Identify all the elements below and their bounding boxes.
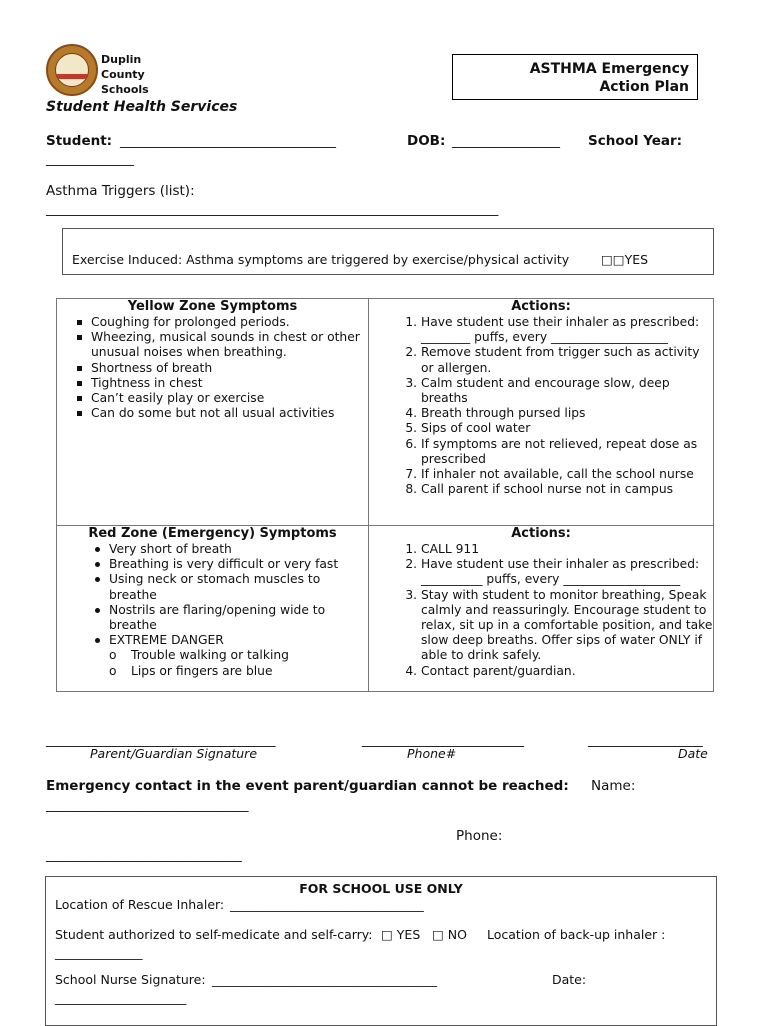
nurse-date-label: Date: [552, 972, 587, 987]
date-signature-label: Date [678, 746, 708, 761]
list-item: Can’t easily play or exercise [91, 391, 368, 406]
school-year-field[interactable]: _____________ [46, 151, 134, 167]
list-item: 2. Remove student from trigger such as activity or allergen. [421, 345, 713, 375]
list-item: 1. Have student use their inhaler as prescribed: ________ puffs, every ___________________ [421, 315, 713, 345]
red-zone-heading: Red Zone (Emergency) Symptoms [88, 526, 337, 541]
list-item: o Trouble walking or talking [131, 648, 368, 663]
yellow-zone-heading: Yellow Zone Symptoms [127, 299, 298, 314]
emergency-phone-field[interactable]: _____________________________ [46, 847, 242, 863]
yellow-symptoms-cell [57, 299, 369, 526]
zone-table [56, 298, 714, 692]
yellow-actions-heading: Actions: [511, 299, 571, 314]
list-item: 8. Call parent if school nurse not in campus [421, 482, 713, 497]
emergency-contact-label: Emergency contact in the event parent/guardian cannot be reached: [46, 778, 569, 794]
asthma-triggers-label: Asthma Triggers (list): [46, 183, 195, 199]
red-symptoms-list [57, 542, 368, 679]
list-item: Nostrils are flaring/opening wide to breathe [109, 603, 368, 633]
parent-signature-field[interactable]: __________________________________ [46, 732, 276, 748]
district-name [101, 52, 149, 97]
list-item: Coughing for prolonged periods. [91, 315, 368, 330]
list-item: Using neck or stomach muscles to breathe [109, 572, 368, 602]
date-signature-field[interactable]: _________________ [588, 732, 703, 748]
school-use-box [45, 876, 717, 1026]
list-item: 4. Breath through pursed lips [421, 406, 713, 421]
dob-label: DOB: [407, 133, 446, 149]
list-item-extreme-danger [109, 633, 368, 679]
dob-field[interactable]: ________________ [452, 133, 560, 149]
list-item: Tightness in chest [91, 376, 368, 391]
nurse-signature-field[interactable]: ____________________________________ [212, 972, 437, 987]
danger-sub-list [109, 648, 368, 678]
backup-inhaler-field[interactable]: ______________ [55, 945, 143, 960]
red-actions-heading: Actions: [511, 526, 571, 541]
list-item: Very short of breath [109, 542, 368, 557]
form-title-line2: Action Plan [599, 79, 689, 95]
list-item: Can do some but not all usual activities [91, 406, 368, 421]
self-carry-no-checkbox[interactable]: □ NO [432, 927, 467, 942]
phone-signature-label: Phone# [407, 746, 457, 761]
district-name-line2: County [101, 68, 145, 81]
asthma-triggers-field[interactable]: ___________________________________________________________________ [46, 201, 499, 217]
rescue-inhaler-label: Location of Rescue Inhaler: [55, 897, 225, 912]
rescue-inhaler-field[interactable]: _______________________________ [230, 897, 424, 912]
red-symptoms-cell [57, 526, 369, 692]
nurse-signature-label: School Nurse Signature: [55, 972, 206, 987]
list-item: 2. Have student use their inhaler as prescribed: __________ puffs, every ___________________ [421, 557, 713, 587]
red-actions-list [369, 542, 713, 679]
self-carry-label: Student authorized to self-medicate and self-carry: [55, 927, 373, 942]
phone-signature-field[interactable]: ________________________ [362, 732, 524, 748]
list-item: 5. Sips of cool water [421, 421, 713, 436]
emergency-phone-label: Phone: [456, 828, 503, 844]
list-item: 3. Stay with student to monitor breathing, Speak calmly and reassuringly. Encourage student to relax, sit up in a comfortable position, and take slow deep breaths. Offer sips of water ONLY if able to drink safely. [421, 588, 713, 664]
list-item: Shortness of breath [91, 361, 368, 376]
yellow-actions-list [369, 315, 713, 497]
self-carry-yes-checkbox[interactable]: □ YES [381, 927, 421, 942]
nurse-date-field[interactable]: _____________________ [55, 990, 187, 1005]
district-name-line3: Schools [101, 83, 149, 96]
yellow-symptoms-list [57, 315, 368, 421]
list-item: 3. Calm student and encourage slow, deep breaths [421, 376, 713, 406]
exercise-induced-box [62, 228, 714, 275]
list-item: 7. If inhaler not available, call the school nurse [421, 467, 713, 482]
emergency-name-field[interactable]: ______________________________ [46, 797, 249, 813]
parent-signature-label: Parent/Guardian Signature [90, 746, 258, 761]
school-use-heading: FOR SCHOOL USE ONLY [299, 881, 463, 896]
yellow-actions-cell [369, 299, 714, 526]
extreme-danger-label: EXTREME DANGER [109, 633, 224, 648]
emergency-name-label: Name: [591, 778, 636, 794]
student-label: Student: [46, 133, 113, 149]
form-title-box [452, 54, 698, 100]
department-name: Student Health Services [46, 99, 238, 115]
district-logo-seal [46, 44, 98, 96]
list-item: 4. Contact parent/guardian. [421, 664, 713, 679]
student-name-field[interactable]: ________________________________ [120, 133, 336, 149]
list-item: o Lips or fingers are blue [131, 664, 368, 679]
list-item: Breathing is very difficult or very fast [109, 557, 368, 572]
list-item: Wheezing, musical sounds in chest or other unusual noises when breathing. [91, 330, 368, 360]
school-year-label: School Year: [588, 133, 683, 149]
list-item: 6. If symptoms are not relieved, repeat dose as prescribed [421, 437, 713, 467]
exercise-yes-checkbox[interactable]: □□YES [601, 252, 649, 267]
list-item: 1. CALL 911 [421, 542, 713, 557]
district-name-line1: Duplin [101, 53, 142, 66]
exercise-induced-text: Exercise Induced: Asthma symptoms are triggered by exercise/physical activity [72, 252, 570, 267]
form-title-line1: ASTHMA Emergency [529, 61, 689, 77]
backup-inhaler-label: Location of back-up inhaler : [487, 927, 666, 942]
red-actions-cell [369, 526, 714, 692]
